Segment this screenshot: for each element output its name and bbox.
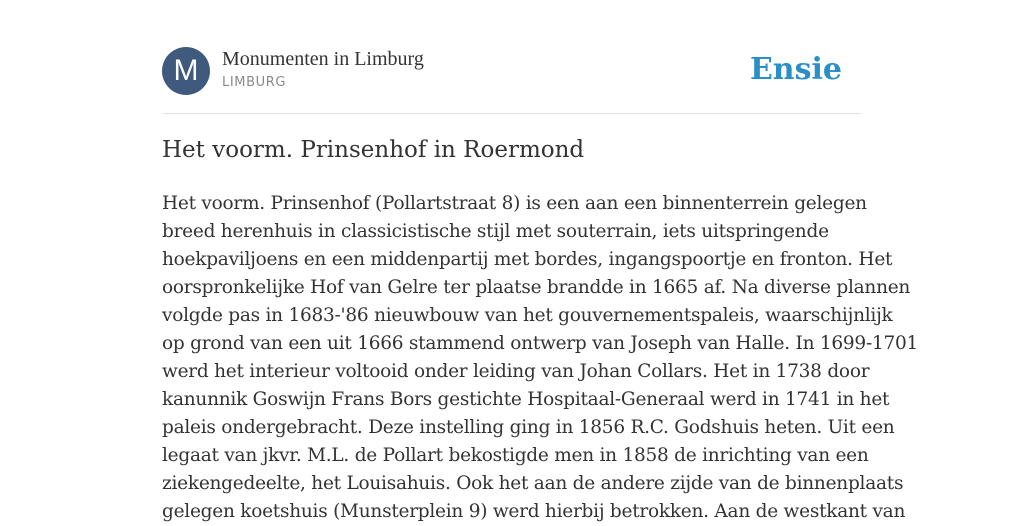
article-line: legaat van jkvr. M.L. de Pollart bekostigde men in 1858 de inrichting van een [162, 445, 869, 466]
article-line: ziekengedeelte, het Louisahuis. Ook het aan de andere zijde van de binnenplaats [162, 473, 904, 494]
article-line: oorspronkelijke Hof van Gelre ter plaatse brandde in 1665 af. Na diverse plannen [162, 277, 911, 298]
source-header [162, 47, 862, 95]
article-line: breed herenhuis in classicistische stijl met souterrain, iets uitspringende [162, 221, 829, 242]
article-line: op grond van een uit 1666 stammend ontwerp van Joseph van Halle. In 1699-1701 [162, 333, 919, 354]
article-line: Het voorm. Prinsenhof (Pollartstraat 8) is een aan een binnenterrein gelegen [162, 193, 867, 214]
header-divider [162, 113, 862, 114]
source-avatar[interactable]: M [162, 47, 210, 95]
article-title: Het voorm. Prinsenhof in Roermond [162, 137, 585, 163]
article-line: volgde pas in 1683-'86 nieuwbouw van het gouvernementspaleis, waarschijnlijk [162, 305, 893, 326]
article-line: gelegen koetshuis (Munsterplein 9) werd hierbij betrokken. Aan de westkant van [162, 501, 906, 522]
ensie-logo[interactable]: Ensie [749, 52, 842, 87]
source-title[interactable]: Monumenten in Limburg [222, 48, 424, 70]
source-subtitle: LIMBURG [222, 75, 287, 90]
article-line: werd het interieur voltooid onder leiding van Johan Collars. Het in 1738 door [162, 361, 870, 382]
article-line: kanunnik Goswijn Frans Bors gestichte Hospitaal-Generaal werd in 1741 in het [162, 389, 890, 410]
article-line: paleis ondergebracht. Deze instelling ging in 1856 R.C. Godshuis heten. Uit een [162, 417, 895, 438]
article-line: hoekpaviljoens en een middenpartij met bordes, ingangspoortje en fronton. Het [162, 249, 893, 270]
article-body [162, 190, 919, 526]
